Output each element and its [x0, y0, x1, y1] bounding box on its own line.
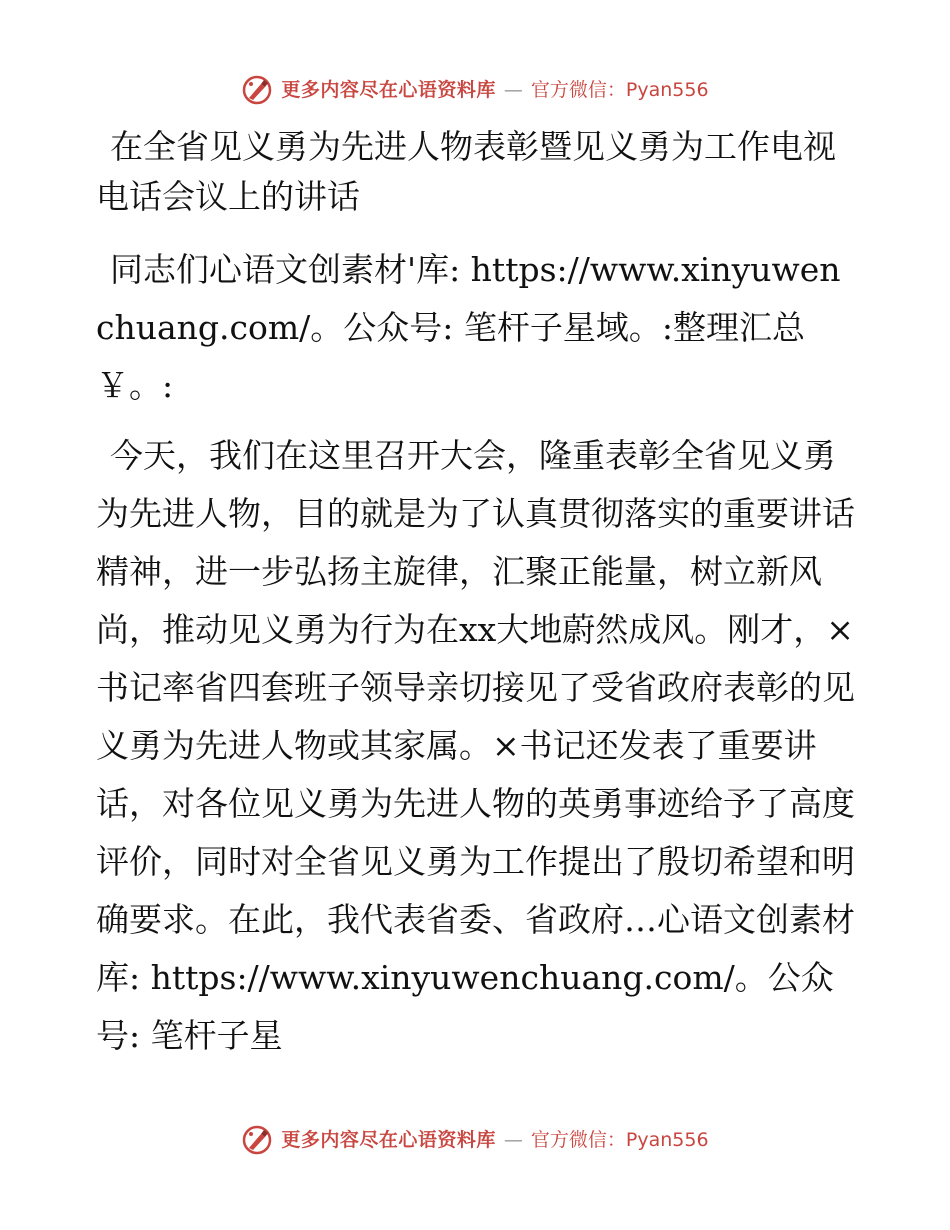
paragraph-body: 今天，我们在这里召开大会，隆重表彰全省见义勇为先进人物，目的就是为了认真贯彻落实的重要讲话精神，进一步弘扬主旋律，汇聚正能量，树立新风尚，推动见义勇为行为在xx大地蔚然成风。刚才，×书记率省四套班子领导亲切接见了受省政府表彰的见义勇为先进人物或其家属。×书记还发表了重要讲话，对各位见义勇为先进人物的英勇事迹给予了高度评价，同时对全省见义勇为工作提出了殷切希望和明确要求。在此，我代表省委、省政府…心语文创素材库: https://www.xinyuwenchuang.com/。公众号: 笔杆子星: [96, 436, 855, 1055]
watermark-main-text: 更多内容尽在心语资料库: [281, 79, 496, 101]
header-watermark: [0, 74, 950, 106]
watermark-sub-text: 官方微信：Pyan556: [530, 1129, 709, 1151]
watermark-sub-text: 官方微信：Pyan556: [530, 79, 709, 101]
document-title: 在全省见义勇为先进人物表彰暨见义勇为工作电视电话会议上的讲话: [96, 127, 836, 216]
watermark-separator: —: [503, 79, 523, 101]
footer-watermark: [0, 1124, 950, 1156]
watermark-main-text: 更多内容尽在心语资料库: [281, 1129, 496, 1151]
watermark-separator: —: [503, 1129, 523, 1151]
pen-logo-icon: [241, 74, 273, 106]
document-body: [96, 122, 856, 1065]
pen-logo-icon: [241, 1124, 273, 1156]
paragraph-greeting: 同志们心语文创素材'库: https://www.xinyuwenchuang.com/。公众号: 笔杆子星域。:整理汇总￥。:: [96, 250, 841, 405]
